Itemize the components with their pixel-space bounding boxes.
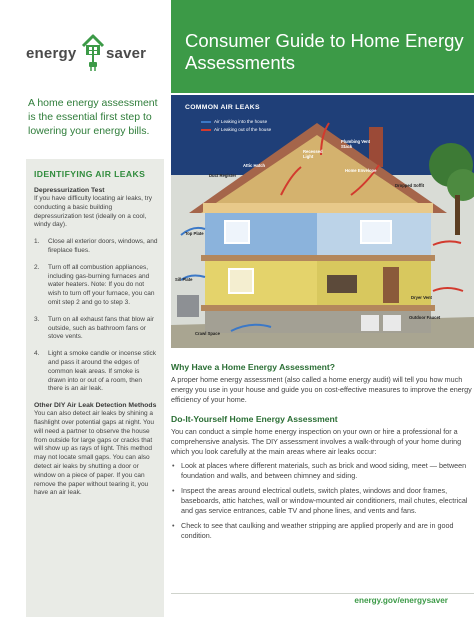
callout-attic-hatch: Attic Hatch — [243, 163, 266, 168]
sidebar-intro: If you have difficulty locating air leaks, try conducting a basic building depressurization test (ideally on a cool, windy day). — [34, 195, 153, 229]
legend-swatch-red — [201, 129, 211, 131]
illustration-heading: COMMON AIR LEAKS — [185, 104, 260, 111]
callout-sill-plate: Sill Plate — [175, 277, 193, 282]
step-item — [34, 238, 158, 256]
tagline: A home energy assessment is the essential first step to lowering your energy bills. — [28, 97, 158, 137]
footer-divider — [171, 593, 474, 594]
callout-dryer-vent: Dryer Vent — [411, 295, 432, 300]
step-number: 3. — [34, 315, 40, 323]
steps-list — [34, 238, 158, 394]
step-text: Turn off all combustion appliances, including gas-burning furnaces and water heaters. Note: If you do not wish to turn off your furnace, you can omit step 2 and go to step 3. — [48, 263, 155, 306]
step-text: Light a smoke candle or incense stick and pass it around the edges of common leak areas. If smoke is drawn into or out of a room, then there is an air leak. — [48, 350, 157, 393]
house-plug-icon — [80, 32, 106, 72]
list-item: • Inspect the areas around electrical outlets, switch plates, windows and door frames, baseboards, attic hatches, wall or window-mounted air conditioners, mail chutes, electrical and gas service entrances, cable TV and phone lines, and vents and fans. — [171, 486, 474, 516]
left-column — [0, 0, 168, 617]
footer-link[interactable]: energy.gov/energysaver — [354, 596, 448, 605]
step-number: 2. — [34, 263, 40, 271]
list-item: • Check to see that caulking and weather stripping are applied properly and are in good condition. — [171, 521, 474, 541]
legend-swatch-blue — [201, 121, 211, 123]
diy-section — [171, 414, 474, 541]
sidebar-heading: IDENTIFYING AIR LEAKS — [34, 169, 146, 179]
step-text: Turn on all exhaust fans that blow air outside, such as bathroom fans or stove vents. — [48, 315, 154, 341]
other-methods-heading: Other DIY Air Leak Detection Methods — [34, 402, 157, 410]
sidebar-subheading: Depressurization Test — [34, 187, 105, 194]
legend-label: Air Leaking out of the house — [214, 127, 272, 132]
list-item: • Look at places where different materials, such as brick and wood siding, meet — between foundation and walls, and between chimney and siding. — [171, 461, 474, 481]
callout-plumbing-vent: Plumbing Vent Stack — [341, 139, 371, 149]
step-item — [34, 264, 158, 308]
legend-air-out — [201, 127, 271, 132]
step-text: Close all exterior doors, windows, and fireplace flues. — [48, 238, 158, 254]
step-item — [34, 350, 158, 394]
energy-saver-logo — [26, 32, 156, 74]
legend-air-in — [201, 119, 267, 124]
logo-word-energy: energy — [26, 45, 77, 62]
why-heading: Why Have a Home Energy Assessment? — [171, 362, 335, 372]
callout-home-envelope: Home Envelope — [345, 168, 377, 173]
diy-bullet-list — [171, 461, 474, 541]
legend-label: Air Leaking into the house — [214, 119, 268, 124]
callout-crawl-space: Crawl Space — [195, 331, 220, 336]
house-cutaway-image — [171, 95, 474, 348]
callout-recessed-light: Recessed Light — [303, 149, 323, 159]
callout-outdoor-faucet: Outdoor Faucet — [409, 315, 441, 320]
step-item — [34, 316, 158, 342]
diy-text: You can conduct a simple home energy inspection on your own or hire a professional for a comprehensive analysis. The DIY assessment involves a walk-through of your home during which you look carefully at the main areas where air leaks occur: — [171, 427, 462, 456]
logo-word-saver: saver — [106, 45, 147, 62]
callout-dropped-soffit: Dropped Soffit — [395, 183, 425, 188]
step-number: 1. — [34, 238, 40, 246]
air-leaks-sidebar — [26, 159, 164, 617]
main-content — [171, 362, 474, 546]
air-leaks-illustration — [171, 95, 474, 348]
callout-duct-register: Duct Register — [209, 173, 237, 178]
page-title: Consumer Guide to Home Energy Assessments — [185, 30, 464, 73]
step-number: 4. — [34, 350, 40, 358]
diy-heading: Do-It-Yourself Home Energy Assessment — [171, 414, 338, 424]
callout-top-plate: Top Plate — [185, 231, 204, 236]
title-banner — [171, 0, 474, 93]
why-text: A proper home energy assessment (also called a home energy audit) will tell you how much energy you use in your house and guide you on cost-effective measures to improve the energy efficiency of your home. — [171, 375, 472, 404]
other-methods-text: You can also detect air leaks by shining a flashlight over potential gaps at night. You will need a partner to observe the house from outside for large gaps or cracks that will show up as rays of light. This method may not locate small gaps. You can also detect air leaks by shutting a door or window on a piece of paper. If you can remove the paper without tearing it, you have an air leak. — [34, 410, 154, 497]
